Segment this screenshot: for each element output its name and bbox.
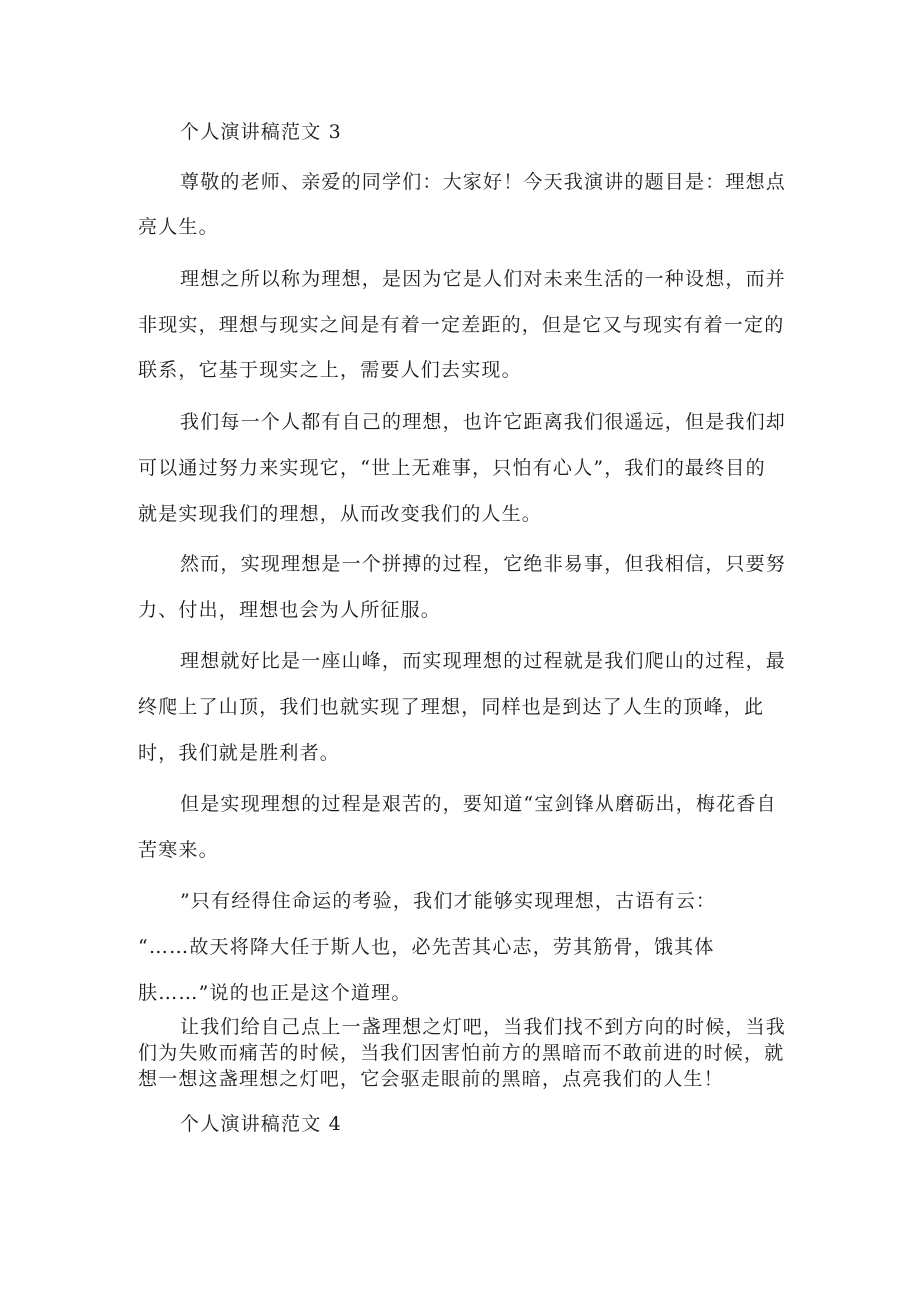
paragraph-3-line-3: 就是实现我们的理想，从而改变我们的人生。: [138, 503, 543, 525]
paragraph-5-line-2: 终爬上了山顶，我们也就实现了理想，同样也是到达了人生的顶峰，此: [138, 696, 765, 718]
paragraph-1-line-1: 尊敬的老师、亲爱的同学们：大家好！今天我演讲的题目是：理想点: [180, 171, 787, 193]
paragraph-7-line-3: 肤……”说的也正是这个道理。: [138, 982, 412, 1004]
paragraph-8-line-1: 让我们给自己点上一盏理想之灯吧，当我们找不到方向的时候，当我: [180, 1016, 787, 1038]
paragraph-4-line-1: 然而，实现理想是一个拼搏的过程，它绝非易事，但我相信，只要努: [180, 553, 787, 575]
paragraph-5-line-1: 理想就好比是一座山峰，而实现理想的过程就是我们爬山的过程，最: [180, 650, 787, 672]
paragraph-2-line-3: 联系，它基于现实之上，需要人们去实现。: [138, 359, 522, 381]
paragraph-5-line-3: 时，我们就是胜利者。: [138, 742, 341, 764]
paragraph-2-line-1: 理想之所以称为理想，是因为它是人们对未来生活的一种设想，而并: [180, 268, 787, 290]
paragraph-7-line-1: ”只有经得住命运的考验，我们才能够实现理想，古语有云：: [180, 890, 717, 912]
paragraph-3-line-1: 我们每一个人都有自己的理想，也许它距离我们很遥远，但是我们却: [180, 411, 787, 433]
paragraph-4-line-2: 力、付出，理想也会为人所征服。: [138, 599, 442, 621]
paragraph-7-line-2: “……故天将降大任于斯人也，必先苦其心志，劳其筋骨，饿其体: [138, 936, 715, 958]
paragraph-2-line-2: 非现实，理想与现实之间是有着一定差距的，但是它又与现实有着一定的: [138, 314, 785, 336]
paragraph-1-line-2: 亮人生。: [138, 216, 219, 238]
section-heading-4: 个人演讲稿范文 4: [180, 1113, 342, 1135]
paragraph-8-line-3: 想一想这盏理想之灯吧，它会驱走眼前的黑暗，点亮我们的人生！: [138, 1068, 724, 1090]
paragraph-6-line-2: 苦寒来。: [138, 839, 219, 861]
paragraph-8-line-2: 们为失败而痛苦的时候，当我们因害怕前方的黑暗而不敢前进的时候，就: [138, 1042, 785, 1064]
paragraph-3-line-2: 可以通过努力来实现它，“世上无难事，只怕有心人”，我们的最终目的: [138, 457, 766, 479]
paragraph-6-line-1: 但是实现理想的过程是艰苦的，要知道“宝剑锋从磨砺出，梅花香自: [180, 793, 777, 815]
section-heading-3: 个人演讲稿范文 3: [180, 121, 342, 143]
